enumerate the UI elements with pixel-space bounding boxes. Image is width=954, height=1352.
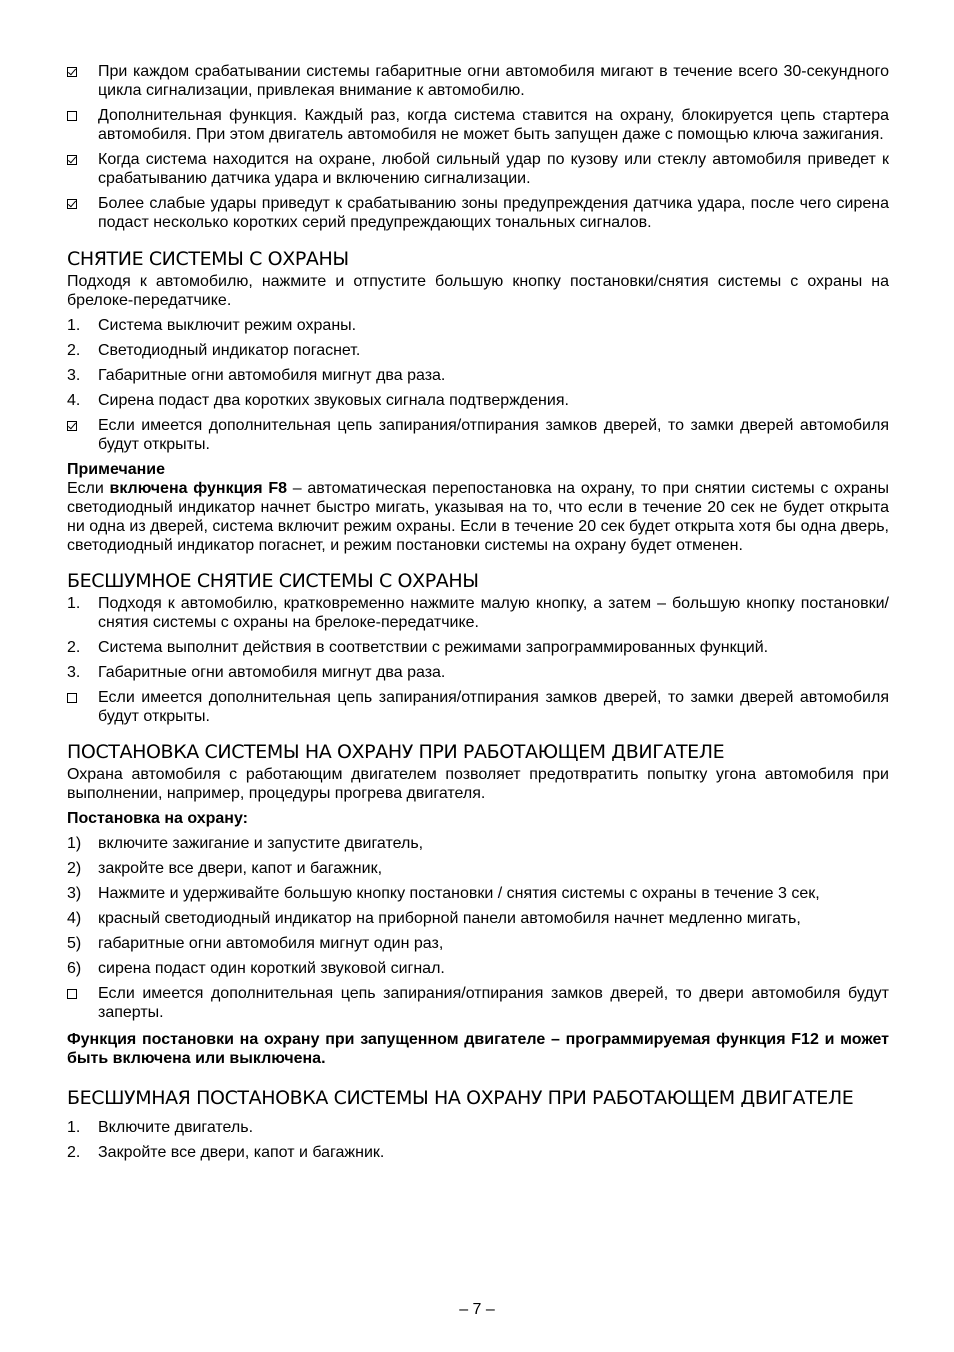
checkbox-icon bbox=[67, 62, 98, 100]
list-item bbox=[67, 663, 889, 682]
list-item-text: Подходя к автомобилю, кратковременно нажмите малую кнопку, а затем – большую кнопку постановки/снятия системы с охраны на брелоке-передатчике. bbox=[98, 595, 889, 631]
note-rest: – автоматическая перепостановка на охрану, то при снятии системы с охраны светодиодный индикатор начнет быстро мигать, указывая на то, что если в течение 20 сек не будет открыта ни одна из дверей, система включит режим охраны. Если в течение 20 сек будет открыта хотя бы одна дверь, светодиодный индикатор погаснет, и режим постановки системы на охрану будет отменен. bbox=[67, 480, 889, 554]
page-number: – 7 – bbox=[459, 1301, 495, 1318]
list-marker: 3. bbox=[67, 367, 81, 384]
list-marker: 2. bbox=[67, 639, 81, 656]
list-marker: 4) bbox=[67, 910, 82, 927]
list-item bbox=[67, 106, 889, 144]
list-marker: 1. bbox=[67, 595, 81, 612]
list-item bbox=[67, 416, 889, 454]
checkbox-icon bbox=[67, 150, 98, 188]
list-item-text: Нажмите и удерживайте большую кнопку постановки / снятия системы с охраны в течение 3 сек, bbox=[98, 885, 820, 902]
note-prefix: Если bbox=[67, 480, 110, 497]
list-marker: 2. bbox=[67, 342, 81, 359]
bold-note: Функция постановки на охрану при запущенном двигателе – программируемая функция F12 и может быть включена или выключена. bbox=[67, 1031, 889, 1067]
list-item bbox=[67, 62, 889, 100]
list-item-text: Габаритные огни автомобиля мигнут два раза. bbox=[98, 664, 446, 681]
document-page bbox=[67, 62, 889, 1168]
list-item-text: сирена подаст один короткий звуковой сигнал. bbox=[98, 960, 445, 977]
list-marker: 1) bbox=[67, 835, 82, 852]
list-marker: 4. bbox=[67, 392, 81, 409]
checkbox-icon bbox=[67, 416, 98, 454]
list-marker: 6) bbox=[67, 960, 82, 977]
list-item-text: Светодиодный индикатор погаснет. bbox=[98, 342, 361, 359]
checkbox-icon bbox=[67, 106, 98, 144]
checkbox-icon bbox=[67, 688, 98, 726]
list-item bbox=[67, 688, 889, 726]
list-item-text: Если имеется дополнительная цепь запирания/отпирания замков дверей, то замки дверей автомобиля будут открыты. bbox=[98, 689, 889, 725]
list-marker: 3. bbox=[67, 664, 81, 681]
subheading: Постановка на охрану: bbox=[67, 810, 248, 827]
list-item bbox=[67, 1143, 889, 1162]
list-item-text: красный светодиодный индикатор на приборной панели автомобиля начнет медленно мигать, bbox=[98, 910, 801, 927]
list-item bbox=[67, 594, 889, 632]
list-item bbox=[67, 934, 889, 953]
list-item-text: Габаритные огни автомобиля мигнут два раза. bbox=[98, 367, 446, 384]
checkbox-icon bbox=[67, 984, 98, 1022]
intro-list bbox=[67, 62, 889, 232]
list-marker: 3) bbox=[67, 885, 82, 902]
list-marker: 1. bbox=[67, 317, 81, 334]
list-item-text: Включите двигатель. bbox=[98, 1119, 254, 1136]
section-intro: Охрана автомобиля с работающим двигателем позволяет предотвратить попытку угона автомобиля при выполнении, например, процедуры прогрева двигателя. bbox=[67, 766, 889, 802]
list-marker: 2. bbox=[67, 1144, 81, 1161]
list-item-text: Система выключит режим охраны. bbox=[98, 317, 357, 334]
list-item-text: Когда система находится на охране, любой сильный удар по кузову или стеклу автомобиля приведет к срабатыванию датчика удара и включению сигнализации. bbox=[98, 151, 889, 187]
section-heading: БЕСШУМНОЕ СНЯТИЕ СИСТЕМЫ С ОХРАНЫ bbox=[67, 570, 479, 592]
list-item bbox=[67, 1118, 889, 1137]
section-heading: БЕСШУМНАЯ ПОСТАНОВКА СИСТЕМЫ НА ОХРАНУ ПРИ РАБОТАЮЩЕМ ДВИГАТЕЛЕ bbox=[67, 1087, 854, 1109]
list-item bbox=[67, 859, 889, 878]
list-item-text: закройте все двери, капот и багажник, bbox=[98, 860, 383, 877]
note-text bbox=[67, 479, 889, 555]
note-bold: включена функция F8 bbox=[109, 480, 288, 497]
section-heading: ПОСТАНОВКА СИСТЕМЫ НА ОХРАНУ ПРИ РАБОТАЮЩЕМ ДВИГАТЕЛЕ bbox=[67, 741, 725, 763]
list-marker: 2) bbox=[67, 860, 82, 877]
list-item bbox=[67, 884, 889, 903]
list-item-text: Закройте все двери, капот и багажник. bbox=[98, 1144, 385, 1161]
list-item bbox=[67, 316, 889, 335]
list-item-text: Если имеется дополнительная цепь запирания/отпирания замков дверей, то двери автомобиля будут заперты. bbox=[98, 985, 889, 1021]
list-item-text: Более слабые удары приведут к срабатыванию зоны предупреждения датчика удара, после чего сирена подаст несколько коротких серий предупреждающих тональных сигналов. bbox=[98, 195, 889, 231]
list-item-text: включите зажигание и запустите двигатель, bbox=[98, 835, 424, 852]
list-item bbox=[67, 984, 889, 1022]
list-item bbox=[67, 638, 889, 657]
list-item-text: Если имеется дополнительная цепь запирания/отпирания замков дверей, то замки дверей автомобиля будут открыты. bbox=[98, 417, 889, 453]
list-item bbox=[67, 366, 889, 385]
list-item bbox=[67, 194, 889, 232]
list-item-text: При каждом срабатывании системы габаритные огни автомобиля мигают в течение всего 30-секундного цикла сигнализации, привлекая внимание к автомобилю. bbox=[98, 63, 889, 99]
list-item bbox=[67, 150, 889, 188]
list-item-text: Система выполнит действия в соответствии с режимами запрограммированных функций. bbox=[98, 639, 769, 656]
list-marker: 1. bbox=[67, 1119, 81, 1136]
list-item-text: Сирена подаст два коротких звуковых сигнала подтверждения. bbox=[98, 392, 569, 409]
list-item bbox=[67, 834, 889, 853]
list-item bbox=[67, 909, 889, 928]
list-item-text: габаритные огни автомобиля мигнут один раз, bbox=[98, 935, 444, 952]
section-heading: СНЯТИЕ СИСТЕМЫ С ОХРАНЫ bbox=[67, 248, 349, 270]
list-item bbox=[67, 391, 889, 410]
list-item-text: Дополнительная функция. Каждый раз, когда система ставится на охрану, блокируется цепь стартера автомобиля. При этом двигатель автомобиля не может быть запущен даже с помощью ключа зажигания. bbox=[98, 107, 889, 143]
list-item bbox=[67, 959, 889, 978]
section-intro: Подходя к автомобилю, нажмите и отпустите большую кнопку постановки/снятия системы с охраны на брелоке-передатчике. bbox=[67, 273, 889, 309]
list-marker: 5) bbox=[67, 935, 82, 952]
list-item bbox=[67, 341, 889, 360]
checkbox-icon bbox=[67, 194, 98, 232]
note-title: Примечание bbox=[67, 461, 166, 478]
